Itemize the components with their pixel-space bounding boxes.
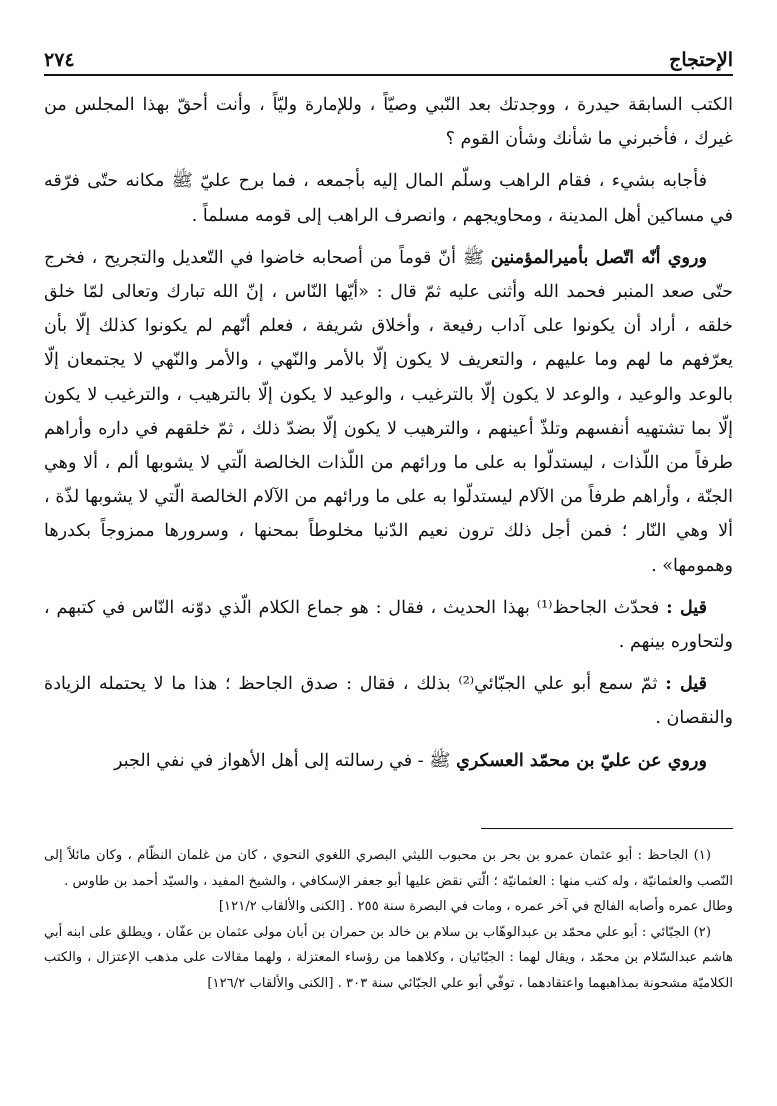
- paragraph: [44, 88, 733, 156]
- paragraph-lead: قيل :: [665, 673, 708, 695]
- paragraph: [44, 591, 733, 659]
- paragraph-text: ﷺ أنّ قوماً من أصحابه خاضوا في التّعديل والتجريح ، فخرج حتّى صعد المنبر فحمد الله وأثنى عليه ثمّ قال : «أيّها النّاس ، إنّ الله تبارك وتعالى لمّا خلق خلقه ، أراد أن يكونوا على آداب رفيعة ، وأخلاق شريفة ، فعلم أنّهم لم يكونوا كذلك إلّا بأن يعرّفهم ما لهم وما عليهم ، والتعريف لا يكون إلّا بالأمر والنّهي ، والأمر والنّهي لا يجتمعان إلّا بالوعد والوعيد ، والوعد لا يكون إلّا بالترغيب ، والوعيد لا يكون إلّا بالترهيب ، والترغيب لا يكون إلّا بما تشتهيه أنفسهم وتلذّ أعينهم ، والترهيب لا يكون إلّا بضدّ ذلك ، ثمّ خلقهم في داره وأراهم طرفاً من اللّذات ، ليستدلّوا به على ما ورائهم من اللّذات الخالصة الّتي لا يشوبها ألم ، ألا وهي الجنّة ، وأراهم طرفاً من الآلام ليستدلّوا به على ما ورائهم من الآلام الخالصة الّتي لا يشوبها لذّة ، ألا وهي النّار ؛ فمن أجل ذلك ترون نعيم الدّنيا مخلوطاً بمحنها ، وسرورها ممزوجاً بكدرها وهمومها» .: [44, 247, 734, 576]
- paragraph: [44, 241, 733, 583]
- footnote-separator: [481, 828, 733, 829]
- paragraph-lead: وروي أنّه اتّصل بأميرالمؤمنين: [490, 246, 707, 268]
- footnote: وطال عمره وأصابه الفالج في آخر عمره ، ومات في البصرة سنة ٢٥٥ . [الكنى والألقاب ١٢١/٢]: [218, 899, 733, 915]
- running-title: الإحتجاج: [669, 49, 733, 71]
- paragraph-text: الكتب السابقة حيدرة ، ووجدتك بعد النّبي وصيّاً ، وللإمارة وليّاً ، وأنت أحقّ بهذا المجلس من غيرك ، فأخبرني ما شأنك وشأن القوم ؟: [44, 95, 733, 150]
- paragraph-text: ثمّ سمع أبو علي الجبّائي⁽²⁾ بذلك ، فقال : صدق الجاحظ ؛ هذا ما لا يحتمله الزيادة والنقصان .: [44, 674, 733, 729]
- paragraph-text: فأجابه بشيء ، فقام الراهب وسلّم المال إليه بأجمعه ، فما برح عليّ ﷺ مكانه حتّى فرّقه في مساكين أهل المدينة ، ومحاويجهم ، وانصرف الراهب إلى قومه مسلماً .: [44, 171, 733, 226]
- main-text: [44, 88, 733, 778]
- paragraph: [44, 667, 733, 735]
- paragraph-lead: قيل :: [666, 596, 707, 618]
- paragraph: [44, 744, 733, 778]
- page-header: [44, 38, 733, 76]
- footnote: (١) الجاحظ : أبو عثمان عمرو بن بحر بن محبوب الليثي البصري اللغوي النحوي ، كان من غلمان النظّام ، وكان مائلاً إلى النّصب والعثمانيّة ، وله كتب منها : العثمانيّة ؛ الّتي نقض عليها أبو جعفر الإسكافي ، والشيخ المفيد ، والسيّد أحمد بن طاوس .: [44, 848, 733, 889]
- paragraph-text: فحدّث الجاحظ⁽¹⁾ بهذا الحديث ، فقال : هو جماع الكلام الّذي دوّنه النّاس في كتبهم ، ولتحاوره بينهم .: [44, 597, 733, 653]
- footnote: (٢) الجبّائي : أبو علي محمّد بن عبدالوهّاب بن سلام بن خالد بن حمران بن أبان مولى عثمان بن عفّان ، ويطلق على ابنه أبي هاشم عبدالسّلام بن محمّد ، ويقال لهما : الجبّائيان ، وكلاهما من رؤساء المعتزلة ، ولهما مقالات على مذهب الإعتزال ، والكتب الكلاميّة مشحونة بمذاهبهما واعتقادهما ، توفّي أبو علي الجبّائي سنة ٣٠٣ . [الكنى والألقاب ١٢٦/٢]: [44, 924, 733, 991]
- paragraph-lead: وروي عن عليّ بن محمّد العسكري: [456, 749, 707, 771]
- paragraph-text: ﷺ - في رسالته إلى أهل الأهواز في نفي الجبر: [113, 750, 457, 771]
- paragraph: [44, 164, 733, 232]
- page-number: ٢٧٤: [44, 49, 75, 71]
- footnotes: [44, 843, 733, 997]
